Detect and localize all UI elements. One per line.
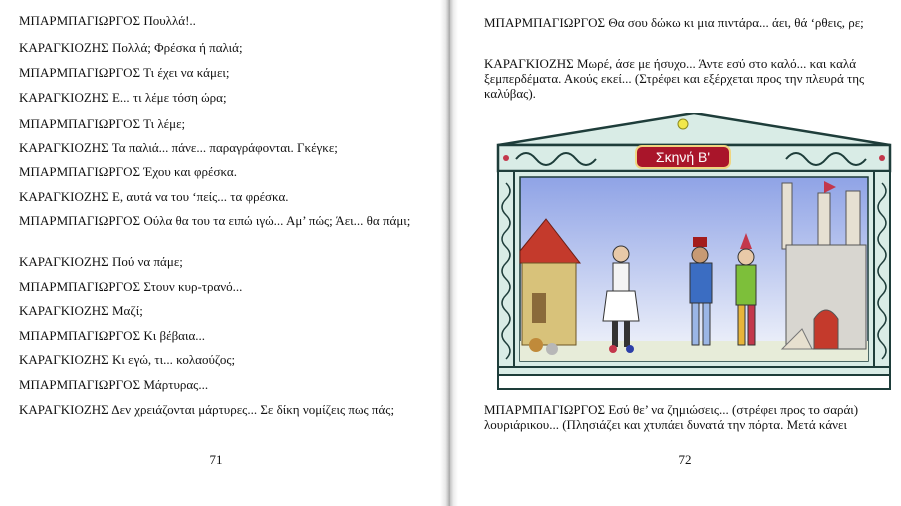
figure-head xyxy=(692,247,708,263)
stone xyxy=(546,343,558,355)
figure-leg xyxy=(703,303,710,345)
figure-leg xyxy=(738,305,745,345)
right-page xyxy=(458,0,901,506)
dialogue-line: ΜΠΑΡΜΠΑΓΙΩΡΓΟΣ Τι λέμε; xyxy=(19,116,186,131)
dialogue-line: ΚΑΡΑΓΚΙΟΖΗΣ Τα παλιά... πάνε... παραγράφονται. Γκέγκε; xyxy=(19,140,338,155)
stage-base-top xyxy=(498,367,890,375)
dialogue-line: ΜΠΑΡΜΠΑΓΙΩΡΓΟΣ Τι έχει να κάμει; xyxy=(19,65,230,80)
figure-fez xyxy=(693,237,707,247)
dialogue-line: ΜΠΑΡΜΠΑΓΙΩΡΓΟΣ Θα σου δώκω κι μια πιντάρα... άει, θά ‘ρθεις, ρε; xyxy=(484,15,864,30)
dialogue-line: ΜΠΑΡΜΠΑΓΙΩΡΓΟΣ Πουλλά!.. xyxy=(19,13,196,28)
dialogue-line: ΜΠΑΡΜΠΑΓΙΩΡΓΟΣ Εσύ θε’ να ζημιώσεις... (στρέφει προς το σαράι) λουριάρικου... (Πλησιάζει και χτυπάει δυνατά την πόρτα. Μετά κάνει xyxy=(484,402,859,432)
castle-tower xyxy=(818,193,830,249)
stone xyxy=(529,338,543,352)
page-number: 71 xyxy=(209,452,223,467)
scene-label: Σκηνή Β' xyxy=(655,149,711,165)
dialogue-line: ΜΠΑΡΜΠΑΓΙΩΡΓΟΣ Ούλα θα του τα ειπώ ιγώ... Αμ’ πώς; Άει... θα πάμι; xyxy=(19,213,411,228)
book-gutter xyxy=(440,0,458,506)
flower-ornament xyxy=(503,155,509,161)
figure-shoe xyxy=(609,345,617,353)
figure-shoe xyxy=(626,345,634,353)
figure-fustanella xyxy=(603,291,639,321)
left-page xyxy=(0,0,440,506)
dialogue-line: ΜΠΑΡΜΠΑΓΙΩΡΓΟΣ Έχου και φρέσκα. xyxy=(19,164,237,179)
castle-tower xyxy=(782,183,792,249)
hut-wall xyxy=(522,263,576,345)
figure-head xyxy=(613,246,629,262)
left-pillar xyxy=(498,171,514,367)
figure-head xyxy=(738,249,754,265)
figure-leg xyxy=(624,321,630,347)
dialogue-line: ΜΠΑΡΜΠΑΓΙΩΡΓΟΣ Μάρτυρας... xyxy=(19,377,209,392)
dialogue-line: ΚΑΡΑΓΚΙΟΖΗΣ Ε... τι λέμε τόση ώρα; xyxy=(19,90,227,105)
figure-leg xyxy=(748,305,755,345)
hut-door xyxy=(532,293,546,323)
page-number: 72 xyxy=(678,452,692,467)
dialogue-line: ΚΑΡΑΓΚΙΟΖΗΣ Μωρέ, άσε με ήσυχο... Άντε εσύ στο καλό... και καλά ξεμπερδέματα. Ακούς εκεί... (Στρέφει και εξέρχεται προς την πλευρά της καλύβας). xyxy=(484,56,865,101)
dialogue-line: ΚΑΡΑΓΚΙΟΖΗΣ Δεν χρειάζονται μάρτυρες... Σε δίκη νομίζεις πως πάς; xyxy=(19,402,395,417)
castle-gate xyxy=(814,310,838,349)
dialogue-line: ΚΑΡΑΓΚΙΟΖΗΣ Κι εγώ, τι... κολαούζος; xyxy=(19,352,236,367)
right-pillar xyxy=(874,171,890,367)
figure-body xyxy=(736,265,756,305)
figure-leg xyxy=(612,321,618,347)
pediment xyxy=(498,113,890,145)
stage-base xyxy=(498,375,890,389)
dialogue-line: ΜΠΑΡΜΠΑΓΙΩΡΓΟΣ Κι βέβαια... xyxy=(19,328,206,343)
figure-body xyxy=(690,263,712,303)
theater-scene-illustration xyxy=(494,113,894,395)
dialogue-line: ΚΑΡΑΓΚΙΟΖΗΣ Πού να πάμε; xyxy=(19,254,183,269)
dialogue-line: ΚΑΡΑΓΚΙΟΖΗΣ Πολλά; Φρέσκα ή παλιά; xyxy=(19,40,243,55)
dialogue-line: ΜΠΑΡΜΠΑΓΙΩΡΓΟΣ Στουν κυρ-τρανό... xyxy=(19,279,243,294)
flower-ornament xyxy=(879,155,885,161)
dialogue-line: ΚΑΡΑΓΚΙΟΖΗΣ Μαζί; xyxy=(19,303,143,318)
sun-ornament xyxy=(678,119,688,129)
castle-tower xyxy=(846,191,860,251)
dialogue-line: ΚΑΡΑΓΚΙΟΖΗΣ Ε, αυτά να του ‘πείς... τα φρέσκα. xyxy=(19,189,289,204)
figure-body xyxy=(613,263,629,291)
figure-leg xyxy=(692,303,699,345)
